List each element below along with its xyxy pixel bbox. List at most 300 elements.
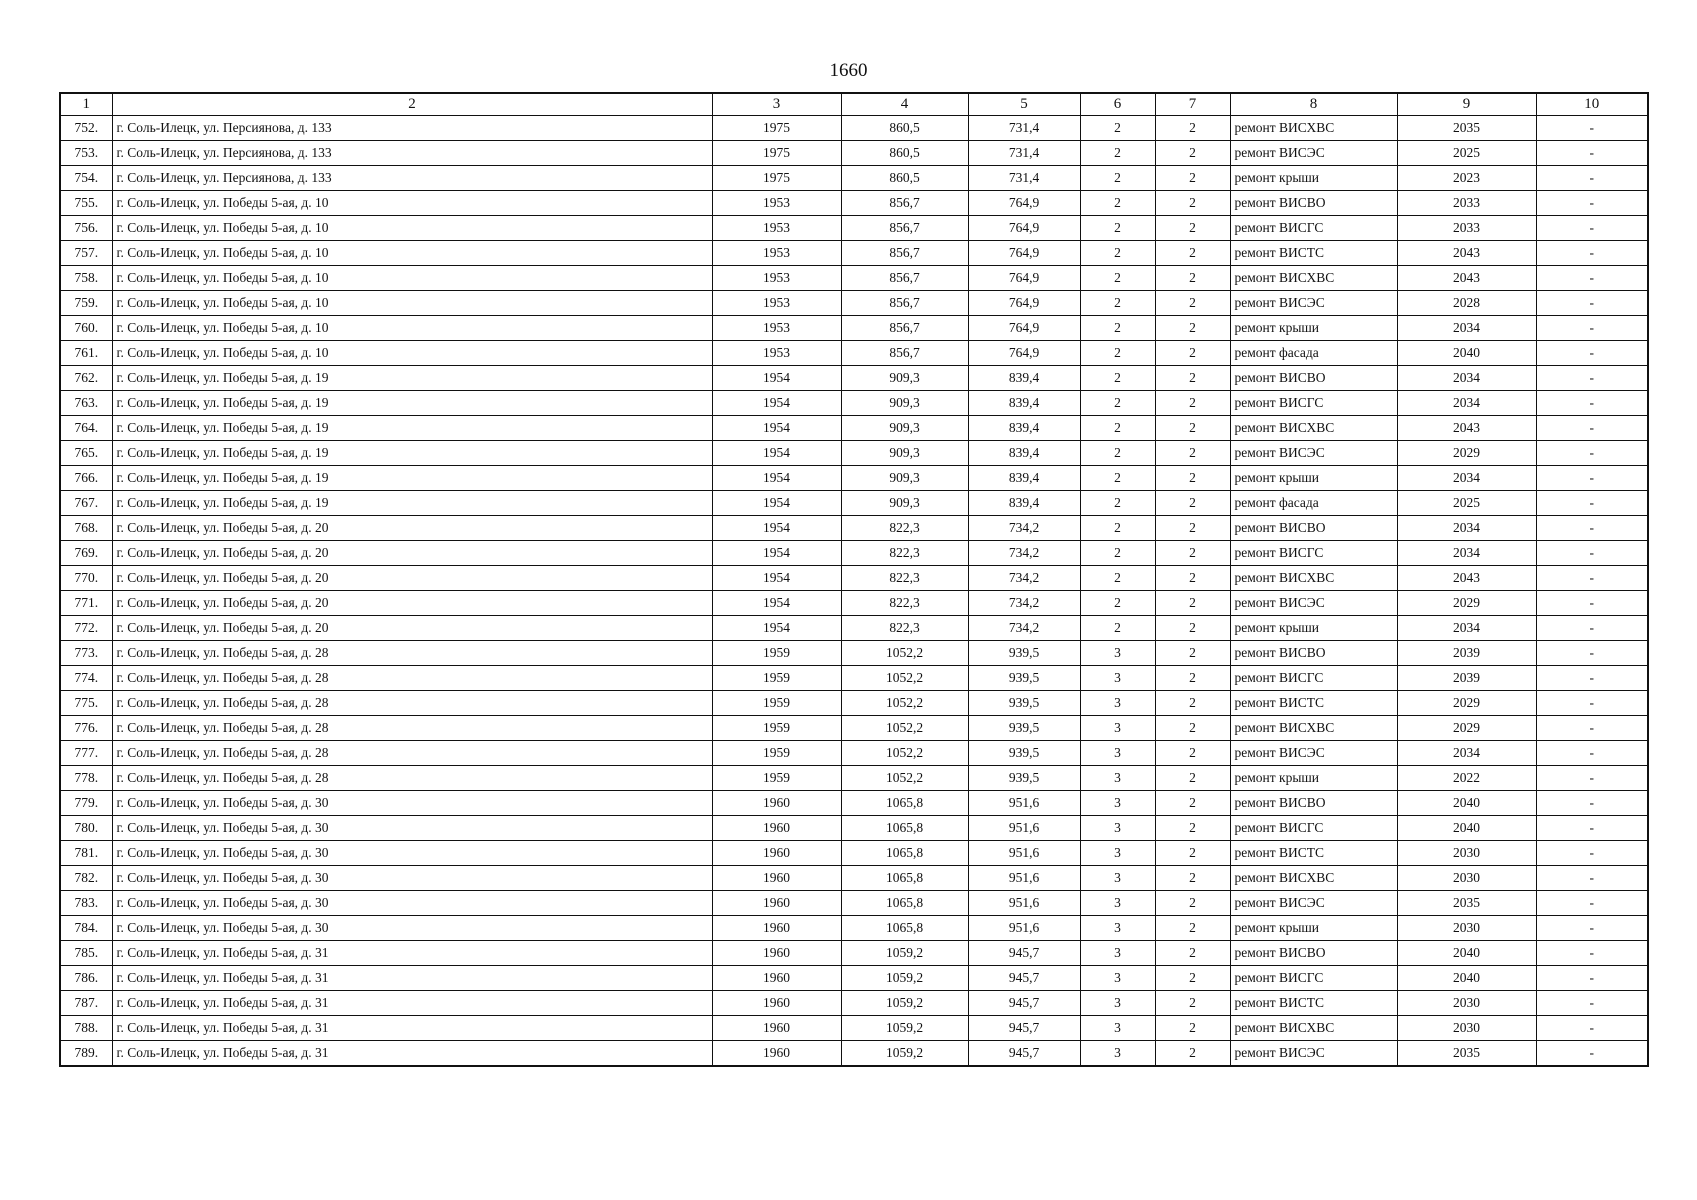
cell-floors: 2 [1080, 266, 1155, 291]
cell-entrances: 2 [1155, 741, 1230, 766]
table-row [60, 691, 1648, 716]
cell-repair-type: ремонт ВИСХВС [1230, 116, 1397, 141]
cell-row-number: 756. [60, 216, 112, 241]
cell-living-area: 951,6 [968, 841, 1080, 866]
cell-build-year: 1960 [712, 841, 841, 866]
cell-address: г. Соль-Илецк, ул. Победы 5-ая, д. 19 [112, 491, 712, 516]
cell-entrances: 2 [1155, 391, 1230, 416]
cell-address: г. Соль-Илецк, ул. Победы 5-ая, д. 10 [112, 241, 712, 266]
cell-note: - [1536, 541, 1648, 566]
cell-entrances: 2 [1155, 316, 1230, 341]
cell-build-year: 1975 [712, 141, 841, 166]
cell-total-area: 909,3 [841, 491, 968, 516]
cell-row-number: 775. [60, 691, 112, 716]
cell-note: - [1536, 1041, 1648, 1067]
cell-total-area: 1065,8 [841, 891, 968, 916]
cell-repair-type: ремонт ВИСЭС [1230, 1041, 1397, 1067]
cell-note: - [1536, 191, 1648, 216]
cell-entrances: 2 [1155, 616, 1230, 641]
cell-repair-type: ремонт ВИСГС [1230, 541, 1397, 566]
cell-note: - [1536, 666, 1648, 691]
cell-floors: 3 [1080, 841, 1155, 866]
table-row [60, 416, 1648, 441]
cell-note: - [1536, 366, 1648, 391]
cell-planned-year: 2034 [1397, 391, 1536, 416]
cell-row-number: 774. [60, 666, 112, 691]
cell-entrances: 2 [1155, 116, 1230, 141]
cell-entrances: 2 [1155, 1041, 1230, 1067]
cell-living-area: 764,9 [968, 241, 1080, 266]
cell-repair-type: ремонт ВИСТС [1230, 841, 1397, 866]
cell-note: - [1536, 241, 1648, 266]
cell-floors: 2 [1080, 516, 1155, 541]
cell-build-year: 1954 [712, 566, 841, 591]
cell-row-number: 770. [60, 566, 112, 591]
cell-entrances: 2 [1155, 666, 1230, 691]
cell-repair-type: ремонт крыши [1230, 466, 1397, 491]
cell-total-area: 1065,8 [841, 866, 968, 891]
cell-planned-year: 2033 [1397, 216, 1536, 241]
table-row [60, 166, 1648, 191]
cell-total-area: 856,7 [841, 291, 968, 316]
cell-planned-year: 2034 [1397, 316, 1536, 341]
cell-floors: 2 [1080, 241, 1155, 266]
cell-repair-type: ремонт ВИСХВС [1230, 416, 1397, 441]
cell-planned-year: 2039 [1397, 666, 1536, 691]
cell-build-year: 1954 [712, 491, 841, 516]
cell-note: - [1536, 516, 1648, 541]
cell-entrances: 2 [1155, 991, 1230, 1016]
cell-total-area: 1052,2 [841, 641, 968, 666]
cell-row-number: 754. [60, 166, 112, 191]
cell-note: - [1536, 741, 1648, 766]
cell-total-area: 860,5 [841, 166, 968, 191]
cell-address: г. Соль-Илецк, ул. Победы 5-ая, д. 30 [112, 816, 712, 841]
cell-note: - [1536, 616, 1648, 641]
table-row [60, 891, 1648, 916]
cell-entrances: 2 [1155, 191, 1230, 216]
cell-floors: 2 [1080, 591, 1155, 616]
cell-planned-year: 2043 [1397, 416, 1536, 441]
repair-schedule-table [59, 92, 1649, 1067]
cell-note: - [1536, 991, 1648, 1016]
cell-repair-type: ремонт ВИСГС [1230, 391, 1397, 416]
cell-living-area: 731,4 [968, 141, 1080, 166]
table-row [60, 666, 1648, 691]
cell-address: г. Соль-Илецк, ул. Победы 5-ая, д. 30 [112, 891, 712, 916]
cell-total-area: 822,3 [841, 566, 968, 591]
cell-row-number: 752. [60, 116, 112, 141]
column-header-9: 9 [1397, 93, 1536, 116]
cell-note: - [1536, 966, 1648, 991]
table-body [60, 116, 1648, 1067]
cell-total-area: 1052,2 [841, 741, 968, 766]
cell-row-number: 771. [60, 591, 112, 616]
cell-living-area: 731,4 [968, 116, 1080, 141]
cell-address: г. Соль-Илецк, ул. Победы 5-ая, д. 19 [112, 466, 712, 491]
cell-planned-year: 2034 [1397, 741, 1536, 766]
cell-living-area: 734,2 [968, 516, 1080, 541]
cell-repair-type: ремонт ВИСХВС [1230, 266, 1397, 291]
cell-row-number: 778. [60, 766, 112, 791]
cell-total-area: 909,3 [841, 466, 968, 491]
cell-floors: 2 [1080, 316, 1155, 341]
table-row [60, 216, 1648, 241]
cell-repair-type: ремонт ВИСГС [1230, 216, 1397, 241]
table-row [60, 816, 1648, 841]
cell-build-year: 1953 [712, 291, 841, 316]
cell-address: г. Соль-Илецк, ул. Победы 5-ая, д. 10 [112, 316, 712, 341]
cell-entrances: 2 [1155, 366, 1230, 391]
cell-floors: 2 [1080, 391, 1155, 416]
cell-total-area: 909,3 [841, 416, 968, 441]
table-row [60, 316, 1648, 341]
cell-living-area: 939,5 [968, 716, 1080, 741]
cell-build-year: 1954 [712, 366, 841, 391]
cell-total-area: 1052,2 [841, 766, 968, 791]
cell-total-area: 856,7 [841, 216, 968, 241]
cell-entrances: 2 [1155, 791, 1230, 816]
cell-note: - [1536, 891, 1648, 916]
cell-floors: 3 [1080, 1041, 1155, 1067]
cell-address: г. Соль-Илецк, ул. Победы 5-ая, д. 31 [112, 991, 712, 1016]
cell-repair-type: ремонт ВИСВО [1230, 191, 1397, 216]
cell-build-year: 1960 [712, 816, 841, 841]
cell-planned-year: 2030 [1397, 841, 1536, 866]
cell-floors: 2 [1080, 366, 1155, 391]
cell-row-number: 760. [60, 316, 112, 341]
cell-total-area: 1065,8 [841, 841, 968, 866]
cell-note: - [1536, 216, 1648, 241]
cell-planned-year: 2033 [1397, 191, 1536, 216]
cell-address: г. Соль-Илецк, ул. Победы 5-ая, д. 10 [112, 216, 712, 241]
cell-total-area: 1059,2 [841, 1016, 968, 1041]
cell-total-area: 856,7 [841, 191, 968, 216]
cell-repair-type: ремонт крыши [1230, 916, 1397, 941]
cell-address: г. Соль-Илецк, ул. Победы 5-ая, д. 30 [112, 791, 712, 816]
cell-address: г. Соль-Илецк, ул. Победы 5-ая, д. 31 [112, 1041, 712, 1067]
cell-total-area: 856,7 [841, 241, 968, 266]
cell-address: г. Соль-Илецк, ул. Персиянова, д. 133 [112, 116, 712, 141]
cell-living-area: 734,2 [968, 541, 1080, 566]
cell-living-area: 839,4 [968, 491, 1080, 516]
cell-note: - [1536, 441, 1648, 466]
cell-living-area: 945,7 [968, 991, 1080, 1016]
table-row [60, 241, 1648, 266]
cell-build-year: 1953 [712, 216, 841, 241]
cell-entrances: 2 [1155, 841, 1230, 866]
table-row [60, 516, 1648, 541]
cell-row-number: 785. [60, 941, 112, 966]
cell-build-year: 1954 [712, 591, 841, 616]
cell-row-number: 768. [60, 516, 112, 541]
cell-entrances: 2 [1155, 766, 1230, 791]
cell-note: - [1536, 1016, 1648, 1041]
cell-build-year: 1959 [712, 766, 841, 791]
cell-note: - [1536, 491, 1648, 516]
cell-floors: 3 [1080, 766, 1155, 791]
cell-repair-type: ремонт фасада [1230, 341, 1397, 366]
cell-planned-year: 2029 [1397, 591, 1536, 616]
cell-repair-type: ремонт ВИСВО [1230, 516, 1397, 541]
cell-total-area: 860,5 [841, 116, 968, 141]
cell-address: г. Соль-Илецк, ул. Победы 5-ая, д. 30 [112, 866, 712, 891]
cell-repair-type: ремонт ВИСГС [1230, 966, 1397, 991]
cell-address: г. Соль-Илецк, ул. Победы 5-ая, д. 28 [112, 766, 712, 791]
cell-planned-year: 2040 [1397, 941, 1536, 966]
cell-note: - [1536, 641, 1648, 666]
cell-entrances: 2 [1155, 141, 1230, 166]
cell-entrances: 2 [1155, 241, 1230, 266]
cell-address: г. Соль-Илецк, ул. Победы 5-ая, д. 10 [112, 191, 712, 216]
cell-floors: 3 [1080, 716, 1155, 741]
cell-floors: 2 [1080, 166, 1155, 191]
table-row [60, 366, 1648, 391]
cell-living-area: 839,4 [968, 466, 1080, 491]
table-row [60, 791, 1648, 816]
cell-total-area: 1052,2 [841, 691, 968, 716]
cell-floors: 2 [1080, 341, 1155, 366]
cell-address: г. Соль-Илецк, ул. Персиянова, д. 133 [112, 166, 712, 191]
cell-address: г. Соль-Илецк, ул. Победы 5-ая, д. 28 [112, 691, 712, 716]
table-row [60, 266, 1648, 291]
cell-repair-type: ремонт крыши [1230, 766, 1397, 791]
cell-living-area: 764,9 [968, 291, 1080, 316]
table-row [60, 116, 1648, 141]
cell-note: - [1536, 816, 1648, 841]
cell-row-number: 764. [60, 416, 112, 441]
cell-address: г. Соль-Илецк, ул. Победы 5-ая, д. 20 [112, 516, 712, 541]
cell-floors: 2 [1080, 616, 1155, 641]
table-row [60, 541, 1648, 566]
cell-build-year: 1954 [712, 466, 841, 491]
cell-total-area: 822,3 [841, 616, 968, 641]
cell-row-number: 767. [60, 491, 112, 516]
cell-repair-type: ремонт ВИСВО [1230, 941, 1397, 966]
column-header-2: 2 [112, 93, 712, 116]
cell-build-year: 1953 [712, 316, 841, 341]
cell-note: - [1536, 716, 1648, 741]
cell-entrances: 2 [1155, 216, 1230, 241]
cell-repair-type: ремонт ВИСГС [1230, 666, 1397, 691]
cell-floors: 3 [1080, 1016, 1155, 1041]
table-row [60, 391, 1648, 416]
cell-build-year: 1960 [712, 966, 841, 991]
cell-row-number: 758. [60, 266, 112, 291]
cell-row-number: 753. [60, 141, 112, 166]
cell-address: г. Соль-Илецк, ул. Победы 5-ая, д. 10 [112, 291, 712, 316]
cell-address: г. Соль-Илецк, ул. Победы 5-ая, д. 28 [112, 741, 712, 766]
cell-repair-type: ремонт ВИСТС [1230, 241, 1397, 266]
cell-floors: 2 [1080, 291, 1155, 316]
cell-total-area: 909,3 [841, 391, 968, 416]
cell-note: - [1536, 691, 1648, 716]
cell-repair-type: ремонт ВИСЭС [1230, 291, 1397, 316]
cell-address: г. Соль-Илецк, ул. Победы 5-ая, д. 10 [112, 266, 712, 291]
cell-repair-type: ремонт ВИСТС [1230, 991, 1397, 1016]
cell-living-area: 764,9 [968, 316, 1080, 341]
cell-entrances: 2 [1155, 516, 1230, 541]
cell-entrances: 2 [1155, 291, 1230, 316]
cell-note: - [1536, 116, 1648, 141]
cell-floors: 2 [1080, 191, 1155, 216]
cell-entrances: 2 [1155, 641, 1230, 666]
cell-planned-year: 2034 [1397, 466, 1536, 491]
cell-entrances: 2 [1155, 591, 1230, 616]
cell-row-number: 757. [60, 241, 112, 266]
cell-entrances: 2 [1155, 866, 1230, 891]
cell-build-year: 1975 [712, 116, 841, 141]
table-row [60, 466, 1648, 491]
cell-total-area: 1059,2 [841, 991, 968, 1016]
cell-row-number: 776. [60, 716, 112, 741]
cell-living-area: 839,4 [968, 366, 1080, 391]
cell-living-area: 951,6 [968, 916, 1080, 941]
cell-living-area: 939,5 [968, 691, 1080, 716]
cell-note: - [1536, 266, 1648, 291]
cell-address: г. Соль-Илецк, ул. Победы 5-ая, д. 31 [112, 1016, 712, 1041]
cell-floors: 3 [1080, 941, 1155, 966]
cell-note: - [1536, 791, 1648, 816]
cell-repair-type: ремонт крыши [1230, 166, 1397, 191]
cell-planned-year: 2034 [1397, 366, 1536, 391]
cell-planned-year: 2040 [1397, 816, 1536, 841]
cell-build-year: 1960 [712, 1016, 841, 1041]
cell-floors: 3 [1080, 641, 1155, 666]
cell-floors: 2 [1080, 566, 1155, 591]
cell-address: г. Соль-Илецк, ул. Победы 5-ая, д. 31 [112, 941, 712, 966]
cell-planned-year: 2025 [1397, 491, 1536, 516]
table-row [60, 491, 1648, 516]
cell-floors: 3 [1080, 891, 1155, 916]
cell-address: г. Соль-Илецк, ул. Победы 5-ая, д. 20 [112, 566, 712, 591]
cell-floors: 2 [1080, 491, 1155, 516]
cell-repair-type: ремонт ВИСВО [1230, 791, 1397, 816]
cell-row-number: 789. [60, 1041, 112, 1067]
cell-planned-year: 2039 [1397, 641, 1536, 666]
cell-floors: 3 [1080, 916, 1155, 941]
cell-build-year: 1959 [712, 691, 841, 716]
cell-address: г. Соль-Илецк, ул. Победы 5-ая, д. 28 [112, 666, 712, 691]
column-header-3: 3 [712, 93, 841, 116]
cell-row-number: 772. [60, 616, 112, 641]
table-row [60, 291, 1648, 316]
cell-address: г. Соль-Илецк, ул. Победы 5-ая, д. 10 [112, 341, 712, 366]
cell-living-area: 945,7 [968, 941, 1080, 966]
cell-planned-year: 2022 [1397, 766, 1536, 791]
cell-note: - [1536, 866, 1648, 891]
cell-address: г. Соль-Илецк, ул. Победы 5-ая, д. 19 [112, 366, 712, 391]
cell-entrances: 2 [1155, 166, 1230, 191]
cell-total-area: 1065,8 [841, 791, 968, 816]
cell-note: - [1536, 591, 1648, 616]
cell-note: - [1536, 841, 1648, 866]
cell-floors: 2 [1080, 116, 1155, 141]
cell-repair-type: ремонт фасада [1230, 491, 1397, 516]
cell-address: г. Соль-Илецк, ул. Победы 5-ая, д. 19 [112, 416, 712, 441]
column-header-5: 5 [968, 93, 1080, 116]
cell-row-number: 761. [60, 341, 112, 366]
cell-entrances: 2 [1155, 266, 1230, 291]
cell-address: г. Соль-Илецк, ул. Победы 5-ая, д. 30 [112, 841, 712, 866]
table-row [60, 341, 1648, 366]
cell-floors: 3 [1080, 666, 1155, 691]
cell-note: - [1536, 141, 1648, 166]
cell-note: - [1536, 766, 1648, 791]
cell-total-area: 1059,2 [841, 941, 968, 966]
cell-entrances: 2 [1155, 1016, 1230, 1041]
cell-note: - [1536, 166, 1648, 191]
cell-build-year: 1959 [712, 716, 841, 741]
cell-row-number: 788. [60, 1016, 112, 1041]
cell-living-area: 734,2 [968, 566, 1080, 591]
cell-address: г. Соль-Илецк, ул. Персиянова, д. 133 [112, 141, 712, 166]
cell-total-area: 856,7 [841, 266, 968, 291]
cell-living-area: 839,4 [968, 441, 1080, 466]
cell-entrances: 2 [1155, 441, 1230, 466]
cell-build-year: 1960 [712, 916, 841, 941]
table-row [60, 141, 1648, 166]
cell-planned-year: 2025 [1397, 141, 1536, 166]
cell-total-area: 856,7 [841, 341, 968, 366]
cell-address: г. Соль-Илецк, ул. Победы 5-ая, д. 31 [112, 966, 712, 991]
cell-living-area: 764,9 [968, 341, 1080, 366]
cell-note: - [1536, 341, 1648, 366]
cell-entrances: 2 [1155, 466, 1230, 491]
cell-living-area: 764,9 [968, 216, 1080, 241]
cell-floors: 2 [1080, 216, 1155, 241]
cell-living-area: 764,9 [968, 191, 1080, 216]
cell-floors: 2 [1080, 541, 1155, 566]
cell-row-number: 763. [60, 391, 112, 416]
cell-total-area: 1052,2 [841, 666, 968, 691]
cell-repair-type: ремонт ВИСЭС [1230, 141, 1397, 166]
column-header-8: 8 [1230, 93, 1397, 116]
page-number: 1660 [829, 60, 868, 81]
cell-repair-type: ремонт ВИСХВС [1230, 716, 1397, 741]
cell-planned-year: 2040 [1397, 966, 1536, 991]
cell-address: г. Соль-Илецк, ул. Победы 5-ая, д. 20 [112, 616, 712, 641]
cell-build-year: 1953 [712, 266, 841, 291]
cell-note: - [1536, 316, 1648, 341]
cell-note: - [1536, 416, 1648, 441]
cell-repair-type: ремонт ВИСВО [1230, 366, 1397, 391]
cell-living-area: 731,4 [968, 166, 1080, 191]
column-header-6: 6 [1080, 93, 1155, 116]
cell-living-area: 839,4 [968, 391, 1080, 416]
cell-living-area: 764,9 [968, 266, 1080, 291]
table-row [60, 1016, 1648, 1041]
cell-build-year: 1954 [712, 541, 841, 566]
cell-living-area: 939,5 [968, 766, 1080, 791]
cell-total-area: 860,5 [841, 141, 968, 166]
column-header-7: 7 [1155, 93, 1230, 116]
cell-note: - [1536, 291, 1648, 316]
table-row [60, 841, 1648, 866]
cell-row-number: 765. [60, 441, 112, 466]
column-header-10: 10 [1536, 93, 1648, 116]
cell-build-year: 1959 [712, 741, 841, 766]
cell-repair-type: ремонт ВИСГС [1230, 816, 1397, 841]
table-row [60, 566, 1648, 591]
cell-address: г. Соль-Илецк, ул. Победы 5-ая, д. 19 [112, 391, 712, 416]
cell-planned-year: 2035 [1397, 891, 1536, 916]
table-row [60, 716, 1648, 741]
cell-planned-year: 2040 [1397, 791, 1536, 816]
cell-build-year: 1953 [712, 241, 841, 266]
cell-living-area: 945,7 [968, 966, 1080, 991]
table-row [60, 991, 1648, 1016]
